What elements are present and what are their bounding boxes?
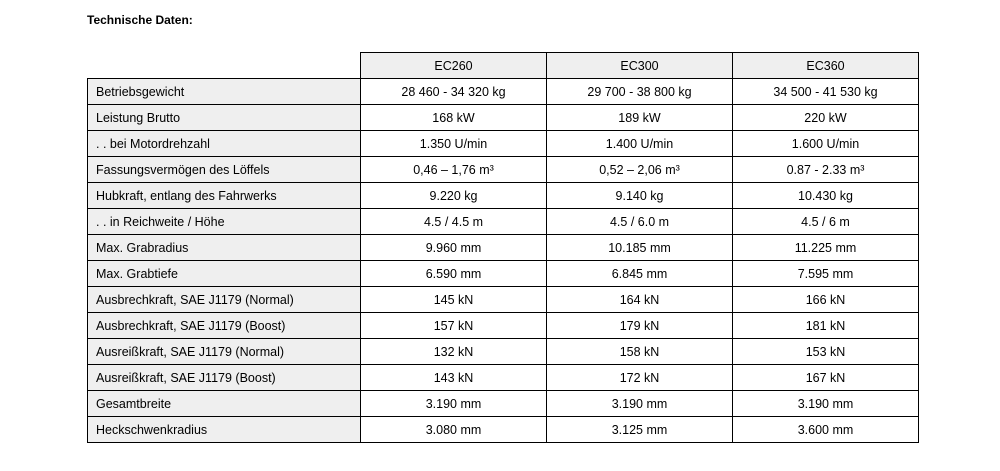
corner-cell — [88, 53, 361, 79]
row-label: Ausbrechkraft, SAE J1179 (Normal) — [88, 287, 361, 313]
value-cell: 10.430 kg — [733, 183, 919, 209]
row-label: Hubkraft, entlang des Fahrwerks — [88, 183, 361, 209]
row-label: Ausreißkraft, SAE J1179 (Normal) — [88, 339, 361, 365]
value-cell: 3.600 mm — [733, 417, 919, 443]
row-label: Max. Grabradius — [88, 235, 361, 261]
value-cell: 166 kN — [733, 287, 919, 313]
table-row — [88, 261, 919, 287]
value-cell: 1.400 U/min — [547, 131, 733, 157]
table-row — [88, 339, 919, 365]
value-cell: 1.600 U/min — [733, 131, 919, 157]
value-cell: 0.87 - 2.33 m³ — [733, 157, 919, 183]
value-cell: 29 700 - 38 800 kg — [547, 79, 733, 105]
model-header-ec260: EC260 — [361, 53, 547, 79]
value-cell: 11.225 mm — [733, 235, 919, 261]
table-row — [88, 157, 919, 183]
value-cell: 6.845 mm — [547, 261, 733, 287]
table-row — [88, 365, 919, 391]
table-row — [88, 131, 919, 157]
value-cell: 143 kN — [361, 365, 547, 391]
value-cell: 181 kN — [733, 313, 919, 339]
value-cell: 3.190 mm — [547, 391, 733, 417]
row-label: Max. Grabtiefe — [88, 261, 361, 287]
row-label: Ausreißkraft, SAE J1179 (Boost) — [88, 365, 361, 391]
table-row — [88, 313, 919, 339]
table-row — [88, 235, 919, 261]
value-cell: 9.960 mm — [361, 235, 547, 261]
table-row — [88, 391, 919, 417]
value-cell: 4.5 / 6 m — [733, 209, 919, 235]
value-cell: 3.190 mm — [361, 391, 547, 417]
value-cell: 167 kN — [733, 365, 919, 391]
value-cell: 28 460 - 34 320 kg — [361, 79, 547, 105]
value-cell: 153 kN — [733, 339, 919, 365]
value-cell: 164 kN — [547, 287, 733, 313]
value-cell: 4.5 / 4.5 m — [361, 209, 547, 235]
row-label: Leistung Brutto — [88, 105, 361, 131]
value-cell: 132 kN — [361, 339, 547, 365]
table-row — [88, 183, 919, 209]
header-row — [88, 53, 919, 79]
value-cell: 189 kW — [547, 105, 733, 131]
value-cell: 145 kN — [361, 287, 547, 313]
table-row — [88, 287, 919, 313]
model-header-ec360: EC360 — [733, 53, 919, 79]
value-cell: 7.595 mm — [733, 261, 919, 287]
value-cell: 9.220 kg — [361, 183, 547, 209]
value-cell: 3.080 mm — [361, 417, 547, 443]
value-cell: 179 kN — [547, 313, 733, 339]
row-label: Heckschwenkradius — [88, 417, 361, 443]
table-row — [88, 417, 919, 443]
table-row — [88, 209, 919, 235]
table-row — [88, 79, 919, 105]
page-title: Technische Daten: — [87, 13, 193, 27]
value-cell: 158 kN — [547, 339, 733, 365]
value-cell: 34 500 - 41 530 kg — [733, 79, 919, 105]
row-label: Fassungsvermögen des Löffels — [88, 157, 361, 183]
value-cell: 3.125 mm — [547, 417, 733, 443]
value-cell: 220 kW — [733, 105, 919, 131]
value-cell: 4.5 / 6.0 m — [547, 209, 733, 235]
row-label: . . in Reichweite / Höhe — [88, 209, 361, 235]
value-cell: 157 kN — [361, 313, 547, 339]
value-cell: 10.185 mm — [547, 235, 733, 261]
row-label: Ausbrechkraft, SAE J1179 (Boost) — [88, 313, 361, 339]
value-cell: 0,52 – 2,06 m³ — [547, 157, 733, 183]
value-cell: 6.590 mm — [361, 261, 547, 287]
value-cell: 9.140 kg — [547, 183, 733, 209]
value-cell: 3.190 mm — [733, 391, 919, 417]
spec-table-body — [88, 79, 919, 443]
row-label: . . bei Motordrehzahl — [88, 131, 361, 157]
table-row — [88, 105, 919, 131]
value-cell: 168 kW — [361, 105, 547, 131]
row-label: Gesamtbreite — [88, 391, 361, 417]
row-label: Betriebsgewicht — [88, 79, 361, 105]
value-cell: 0,46 – 1,76 m³ — [361, 157, 547, 183]
model-header-ec300: EC300 — [547, 53, 733, 79]
spec-table — [87, 52, 919, 443]
value-cell: 172 kN — [547, 365, 733, 391]
value-cell: 1.350 U/min — [361, 131, 547, 157]
